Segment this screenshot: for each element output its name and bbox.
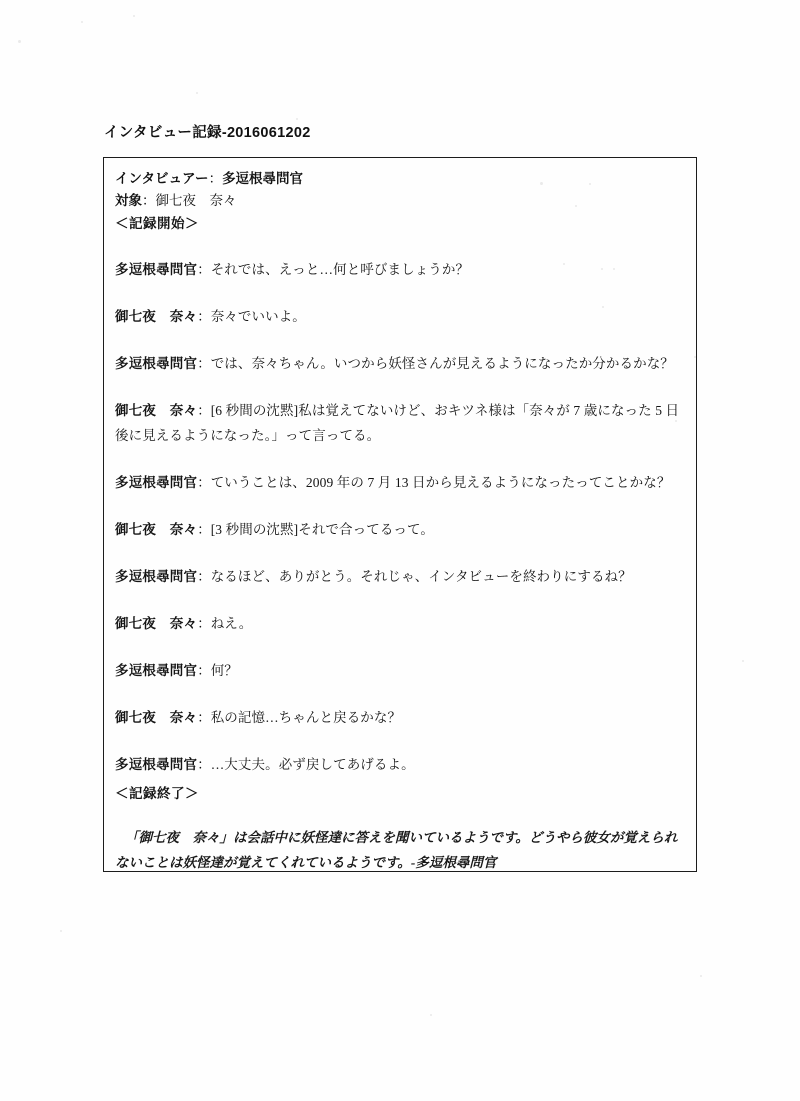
dialogue-turn (115, 564, 684, 589)
page-title: インタビュー記録-2016061202 (104, 125, 311, 141)
turn-separator: ： (197, 757, 211, 772)
turn-separator: ： (197, 475, 211, 490)
turn-utterance: ていうことは、2009 年の 7 月 13 日から見えるようになったってことかな？ (210, 475, 671, 490)
turn-separator: ： (197, 616, 211, 631)
turn-separator: ： (197, 262, 211, 277)
dialogue-turn (115, 517, 684, 542)
dialogue-turn (115, 752, 684, 777)
turn-utterance: 私の記憶…ちゃんと戻るかな？ (210, 710, 402, 725)
scan-speck (700, 975, 702, 977)
turn-speaker: 御七夜 奈々 (115, 710, 198, 725)
meta-interviewer (115, 168, 684, 190)
scan-speck (742, 660, 744, 662)
turn-separator: ： (197, 710, 211, 725)
turn-utterance: それでは、えっと…何と呼びましょうか？ (210, 262, 470, 277)
scan-speck (18, 40, 21, 43)
dialogue-turn (115, 398, 684, 448)
transcript-box (103, 157, 697, 872)
turn-utterance: [3 秒間の沈黙]それで合ってるって。 (210, 522, 434, 537)
turn-separator: ： (197, 309, 211, 324)
turn-utterance: ねえ。 (210, 616, 253, 631)
dialogue-turn (115, 705, 684, 730)
turn-separator: ： (197, 569, 211, 584)
meta-subject (115, 190, 684, 212)
scan-speck (196, 92, 198, 94)
meta-subject-value: 御七夜 奈々 (155, 193, 237, 208)
turn-separator: ： (197, 663, 211, 678)
turn-speaker: 多逗根尋問官 (115, 569, 198, 584)
record-start-marker: ＜記録開始＞ (115, 216, 199, 231)
scan-speck (60, 930, 62, 932)
closing-note (115, 825, 684, 875)
closing-note-text: 「御七夜 奈々」は会話中に妖怪達に答えを聞いているようです。どうやら彼女が覚えられないことは妖怪達が覚えてくれているようです。 (115, 830, 678, 870)
meta-subject-label: 対象 (115, 193, 142, 208)
turn-speaker: 多逗根尋問官 (115, 262, 198, 277)
turn-speaker: 多逗根尋問官 (115, 663, 198, 678)
turn-utterance: 奈々でいいよ。 (210, 309, 306, 324)
turn-speaker: 御七夜 奈々 (115, 309, 198, 324)
scan-speck (430, 1014, 432, 1016)
dialogue-turn (115, 470, 684, 495)
turn-speaker: 御七夜 奈々 (115, 522, 198, 537)
turn-speaker: 多逗根尋問官 (115, 475, 198, 490)
meta-interviewer-label: インタビュアー (115, 171, 209, 186)
scan-speck (296, 118, 298, 120)
turn-utterance: では、奈々ちゃん。いつから妖怪さんが見えるようになったか分かるかな？ (210, 356, 674, 371)
closing-note-attribution: -多逗根尋問官 (410, 855, 497, 870)
turn-speaker: 多逗根尋問官 (115, 356, 198, 371)
dialogue-turn (115, 611, 684, 636)
record-end-marker: ＜記録終了＞ (115, 786, 199, 801)
turn-utterance: …大丈夫。必ず戻してあげるよ。 (210, 757, 415, 772)
scan-speck (81, 21, 83, 23)
turn-speaker: 多逗根尋問官 (115, 757, 198, 772)
dialogue-turn (115, 304, 684, 329)
meta-interviewer-separator: ： (208, 171, 223, 186)
turn-utterance: [6 秒間の沈黙]私は覚えてないけど、おキツネ様は「奈々が 7 歳になった 5 日後に見えるようになった。」って言ってる。 (115, 403, 680, 443)
turn-speaker: 御七夜 奈々 (115, 616, 198, 631)
scan-speck (133, 15, 135, 17)
dialogue-turn (115, 351, 684, 376)
turn-separator: ： (197, 356, 211, 371)
dialogue-turn (115, 658, 684, 683)
turn-separator: ： (197, 403, 211, 418)
turn-utterance: 何？ (210, 663, 238, 678)
dialogue-turn (115, 257, 684, 282)
meta-interviewer-value: 多逗根尋問官 (222, 171, 304, 186)
meta-subject-separator: ： (142, 193, 156, 208)
turn-utterance: なるほど、ありがとう。それじゃ、インタビューを終わりにするね？ (210, 569, 632, 584)
turn-separator: ： (197, 522, 211, 537)
turn-speaker: 御七夜 奈々 (115, 403, 198, 418)
